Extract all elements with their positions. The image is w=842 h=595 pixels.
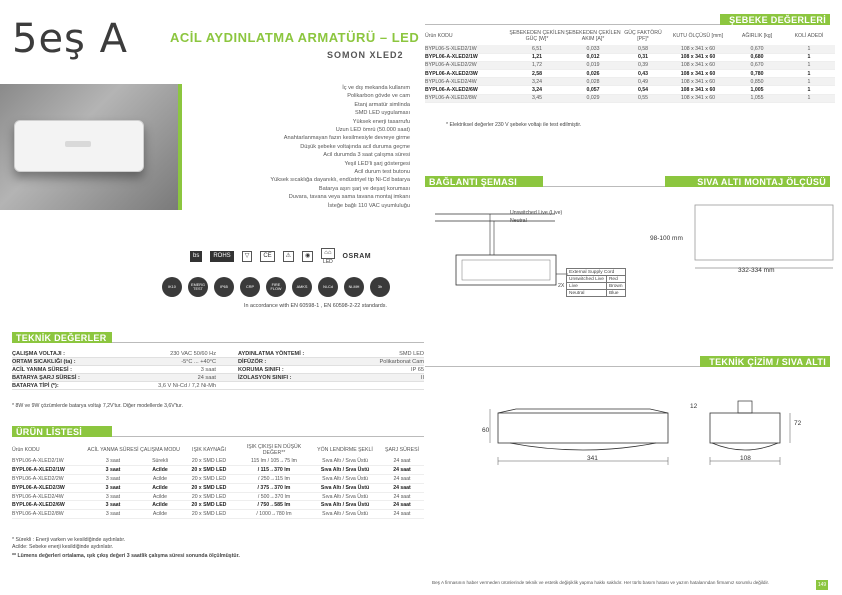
badge-row xyxy=(162,277,390,297)
feature-item: Acil durumda 3 saat çalışma süresi xyxy=(323,152,410,159)
sebeke-cell: 0,58 xyxy=(621,45,665,53)
teknik-cizim-divider xyxy=(425,366,700,367)
urun-cell: BYPL06-A-XLED2/1W xyxy=(12,457,86,466)
sebeke-col-header: AĞIRLIK [kg] xyxy=(741,33,773,39)
sebeke-cell: BYPL06-A-XLED2/1W xyxy=(425,53,509,61)
urun-header xyxy=(12,426,112,437)
page-title: ACİL AYDINLATMA ARMATÜRÜ – LED xyxy=(170,30,420,45)
sebeke-cell: 0,54 xyxy=(621,86,665,94)
led-cert-group xyxy=(321,248,334,265)
crp-badge-icon: CRP xyxy=(240,277,260,297)
wire-label-neutral: Neutral xyxy=(510,218,527,224)
wire-legend-cell: Live xyxy=(567,283,607,290)
sebeke-cell: 108 x 341 x 60 xyxy=(665,94,731,102)
urun-col-header: ACİL YANMA SÜRESİ xyxy=(87,447,139,453)
wire-legend-row xyxy=(567,276,626,283)
urun-cell: / 250→115 lm xyxy=(238,475,310,484)
sebeke-cell: 1,055 xyxy=(731,94,783,102)
urun-cell: 24 saat xyxy=(380,466,424,475)
teknik-key: AYDINLATMA YÖNTEMİ : xyxy=(238,350,305,357)
amks-badge-icon: AMKS xyxy=(292,277,312,297)
technical-drawing xyxy=(480,395,810,475)
urun-col-header: IŞIK ÇIKIŞI EN DÜŞÜK DEĞER** xyxy=(246,444,302,456)
urun-col-header: YÖN LENDİRME ŞEKLİ xyxy=(317,447,373,453)
wire-legend-title: External Supply Cord xyxy=(567,269,626,276)
sebeke-cell: 0,680 xyxy=(731,53,783,61)
sebeke-col-header: Ürün KODU xyxy=(425,33,453,39)
baglanti-title: BAĞLANTI ŞEMASI xyxy=(429,176,518,187)
sebeke-title: ŞEBEKE DEĞERLERİ xyxy=(729,14,826,25)
certification-row xyxy=(190,248,371,265)
sebeke-row xyxy=(425,94,835,102)
wire-legend-row xyxy=(567,283,626,290)
sebeke-col-header: ŞEBEKEDEN ÇEKİLEN AKIM [A]* xyxy=(565,30,621,42)
sebeke-cell: 108 x 341 x 60 xyxy=(665,45,731,53)
urun-table xyxy=(12,443,424,519)
teknik-value: 3 saat xyxy=(200,366,216,373)
urun-cell: Acilde xyxy=(140,510,180,519)
urun-cell: 20 x SMD LED xyxy=(180,501,238,510)
teknik-row xyxy=(12,382,424,390)
urun-cell: Acilde xyxy=(140,466,180,475)
teknik-cizim-header xyxy=(700,356,830,367)
sebeke-header xyxy=(720,14,830,25)
dim-width-108: 108 xyxy=(740,455,751,462)
product-photo xyxy=(0,84,178,210)
teknik-value: -5°C ... +40°C xyxy=(181,358,216,365)
urun-row xyxy=(12,492,424,501)
urun-cell: BYPL06-A-XLED2/8W xyxy=(12,510,86,519)
wire-legend-cell: Unswitched Live xyxy=(567,276,607,283)
urun-row xyxy=(12,466,424,475)
wire-label-live: Unswitched Live (Live) xyxy=(510,210,563,216)
urun-cell: 20 x SMD LED xyxy=(180,483,238,492)
sebeke-cell: 1 xyxy=(783,61,835,69)
sebeke-cell: 6,51 xyxy=(509,45,565,53)
sebeke-cell: 1,72 xyxy=(509,61,565,69)
wire-legend-cell: Blue xyxy=(606,290,625,297)
bs-cert-icon: bs xyxy=(190,251,202,262)
urun-col-header: Ürün KODU xyxy=(12,447,40,453)
sebeke-table xyxy=(425,30,835,103)
urun-cell: / 500→370 lm xyxy=(238,492,310,501)
teknik-value: 3,6 V Ni-Cd / 7,2 Ni-Mh xyxy=(158,382,216,389)
sebeke-cell: 0,670 xyxy=(731,61,783,69)
sebeke-col-header: KUTU ÖLÇÜSÜ [mm] xyxy=(672,33,724,39)
urun-cell: / 1000→780 lm xyxy=(238,510,310,519)
urun-row xyxy=(12,457,424,466)
teknik-key: İZOLASYON SINIFI : xyxy=(238,374,292,381)
feature-item: Düşük şebeke voltajında acil duruma geçme xyxy=(300,143,410,150)
teknik-table xyxy=(12,350,424,390)
wire-legend-cell: Brown xyxy=(606,283,625,290)
teknik-row xyxy=(12,374,424,382)
teknik-value: II xyxy=(420,374,424,381)
sebeke-cell: 3,45 xyxy=(509,94,565,102)
feature-item: Polikarbon gövde ve cam xyxy=(347,93,410,100)
siva-alti-olcu-header xyxy=(665,176,830,187)
cutout-width: 332-334 mm xyxy=(738,267,775,274)
cutout-height: 98-100 mm xyxy=(650,235,683,242)
sebeke-cell: 1,005 xyxy=(731,86,783,94)
sebeke-row xyxy=(425,78,835,86)
sebeke-cell: 108 x 341 x 60 xyxy=(665,86,731,94)
urun-cell: 3 saat xyxy=(86,475,140,484)
sebeke-cell: BYPL06-A-XLED2/6W xyxy=(425,86,509,94)
urun-cell: 24 saat xyxy=(380,483,424,492)
sebeke-cell: 0,012 xyxy=(565,53,621,61)
urun-cell: 24 saat xyxy=(380,510,424,519)
baglanti-header xyxy=(425,176,543,187)
teknik-value: 230 VAC 50/60 Hz xyxy=(170,350,216,357)
urun-cell: 3 saat xyxy=(86,492,140,501)
teknik-key: ÇALIŞMA VOLTAJI : xyxy=(12,350,66,357)
sebeke-cell: 0,39 xyxy=(621,61,665,69)
dim-height-60: 60 xyxy=(482,427,490,434)
urun-cell: Sürekli xyxy=(140,457,180,466)
sebeke-cell: BYPL06-S-XLED2/1W xyxy=(425,45,509,53)
standards-note: In accordance with EN 60598-1 , EN 60598-2-22 standards. xyxy=(244,303,387,309)
feature-item: Etanj armatür simlinda xyxy=(354,101,410,108)
nimh-badge-icon: Ni-MH xyxy=(344,277,364,297)
teknik-key: BATARYA ŞARJ SÜRESİ : xyxy=(12,374,80,381)
sebeke-cell: 1 xyxy=(783,45,835,53)
sebeke-cell: 0,850 xyxy=(731,78,783,86)
sebeke-cell: 0,057 xyxy=(565,86,621,94)
urun-row xyxy=(12,483,424,492)
product-subtitle: SOMON XLED2 xyxy=(327,50,404,60)
siva-alti-olcu-title: SIVA ALTI MONTAJ ÖLÇÜSÜ xyxy=(697,176,826,187)
urun-cell: 3 saat xyxy=(86,457,140,466)
feature-item: Yeşil LED'li şarj göstergesi xyxy=(344,160,410,167)
teknik-header xyxy=(12,332,112,343)
urun-cell: Acilde xyxy=(140,492,180,501)
urun-col-header: ÇALIŞMA MODU xyxy=(140,447,180,453)
urun-cell: 20 x SMD LED xyxy=(180,457,238,466)
teknik-key: ORTAM SICAKLIĞI (ta) : xyxy=(12,358,76,365)
teknik-value: 24 saat xyxy=(197,374,216,381)
feature-item: Yüksek sıcaklığa dayanıklı, endüstriyel tip Ni-Cd batarya xyxy=(270,177,410,184)
teknik-key: DİFÜZÖR : xyxy=(238,358,267,365)
teknik-divider xyxy=(112,342,424,343)
teknik-value: Polikarbonat Cam xyxy=(379,358,424,365)
sebeke-row xyxy=(425,61,835,69)
emergency-test-badge-icon: EMERG TEST xyxy=(188,277,208,297)
sebeke-row xyxy=(425,45,835,53)
urun-header-row xyxy=(12,443,424,457)
urun-cell: 24 saat xyxy=(380,475,424,484)
urun-cell: Sıva Altı / Sıva Üstü xyxy=(310,483,380,492)
urun-note-2: ** Lümens değerleri ortalama, ışık çıkış değeri 3 saatlik çalışma süresi sonunda ölçülmüştür. xyxy=(12,553,240,559)
footer-disclaimer: Beş A firmasının haber vermeden ürünlerinde teknik ve estetik değişiklik yapma hakkı saklıdır. Her türlü basım hatası ve yazım hatalarından firmamız sorumlu değildir. xyxy=(432,580,770,585)
dim-height-72: 72 xyxy=(794,420,802,427)
sebeke-cell: 1,21 xyxy=(509,53,565,61)
urun-divider xyxy=(112,436,424,437)
ip65-badge-icon: IP65 xyxy=(214,277,234,297)
urun-cell: Sıva Altı / Sıva Üstü xyxy=(310,475,380,484)
dim-length-341: 341 xyxy=(587,455,598,462)
sebeke-cell: 0,55 xyxy=(621,94,665,102)
sebeke-cell: 1 xyxy=(783,70,835,78)
urun-cell: Acilde xyxy=(140,483,180,492)
sebeke-cell: 0,026 xyxy=(565,70,621,78)
urun-cell: 3 saat xyxy=(86,510,140,519)
sebeke-cell: 0,780 xyxy=(731,70,783,78)
sebeke-cell: 0,033 xyxy=(565,45,621,53)
sebeke-header-row xyxy=(425,30,835,45)
teknik-key: ACİL YANMA SÜRESİ : xyxy=(12,366,72,373)
wire-side-label: 2X xyxy=(558,283,565,289)
sebeke-cell: BYPL06-A-XLED2/8W xyxy=(425,94,509,102)
sebeke-cell: BYPL06-A-XLED2/3W xyxy=(425,70,509,78)
sebeke-row xyxy=(425,86,835,94)
feature-item: Duvara, tavana veya sama tavana montaj imkanı xyxy=(288,194,410,201)
triangle-cert-icon: ▽ xyxy=(242,251,253,262)
led-label: LED xyxy=(323,259,333,265)
osram-logo: OSRAM xyxy=(342,253,372,260)
teknik-value: SMD LED xyxy=(399,350,424,357)
led-house-icon: ⌂⌂ xyxy=(321,248,334,259)
urun-cell: BYPL06-A-XLED2/2W xyxy=(12,475,86,484)
urun-cell: 3 saat xyxy=(86,466,140,475)
ce-cert-icon: CE xyxy=(260,251,274,262)
sebeke-col-header: ŞEBEKEDEN ÇEKİLEN GÜÇ [W]* xyxy=(509,30,565,42)
teknik-value: IP 65 xyxy=(411,366,424,373)
feature-item: Yüksek enerji tasarrufu xyxy=(352,118,410,125)
wire-legend-head xyxy=(567,269,626,276)
sebeke-row xyxy=(425,70,835,78)
rohs-cert-icon: ROHS xyxy=(210,251,233,262)
wire-legend-cell: Neutral xyxy=(567,290,607,297)
wire-legend-row xyxy=(567,290,626,297)
sebeke-cell: 108 x 341 x 60 xyxy=(665,53,731,61)
sebeke-cell: 3,24 xyxy=(509,78,565,86)
sebeke-note: * Elektriksel değerler 230 V şebeke voltajı ile test edilmiştir. xyxy=(446,122,582,128)
urun-cell: 3 saat xyxy=(86,501,140,510)
teknik-key: BATARYA TİPİ (*): xyxy=(12,382,59,389)
urun-cell: / 115→370 lm xyxy=(238,466,310,475)
teknik-key: KORUMA SINIFI : xyxy=(238,366,284,373)
sebeke-cell: 2,58 xyxy=(509,70,565,78)
teknik-title: TEKNİK DEĞERLER xyxy=(16,332,107,343)
teknik-row xyxy=(12,366,424,374)
nicd-badge-icon: Ni-Cd xyxy=(318,277,338,297)
urun-cell: / 375→370 lm xyxy=(238,483,310,492)
sebeke-cell: BYPL06-A-XLED2/4W xyxy=(425,78,509,86)
sebeke-cell: 108 x 341 x 60 xyxy=(665,61,731,69)
sebeke-cell: 1 xyxy=(783,78,835,86)
sebeke-cell: 1 xyxy=(783,53,835,61)
sebeke-cell: 3,24 xyxy=(509,86,565,94)
urun-col-header: IŞIK KAYNAĞI xyxy=(192,447,226,453)
urun-col-header: ŞARJ SÜRESİ xyxy=(384,447,419,453)
urun-cell: BYPL06-A-XLED2/6W xyxy=(12,501,86,510)
wire-legend-cell: Red xyxy=(606,276,625,283)
teknik-row xyxy=(12,350,424,358)
urun-cell: Sıva Altı / Sıva Üstü xyxy=(310,510,380,519)
urun-cell: Acilde xyxy=(140,475,180,484)
urun-row xyxy=(12,475,424,484)
urun-row xyxy=(12,501,424,510)
sebeke-cell: 0,028 xyxy=(565,78,621,86)
baglanti-divider xyxy=(543,186,665,187)
feature-item: SMD LED uygulaması xyxy=(354,110,410,117)
urun-cell: BYPL06-A-XLED2/1W xyxy=(12,466,86,475)
feature-list xyxy=(200,84,410,210)
fire-flow-badge-icon: FIRE FLOW xyxy=(266,277,286,297)
feature-item: Batarya aşırı şarj ve deşarj koruması xyxy=(318,185,410,192)
page-number: 149 xyxy=(817,582,827,588)
urun-cell: 24 saat xyxy=(380,457,424,466)
sebeke-cell: 108 x 341 x 60 xyxy=(665,78,731,86)
brand-logo: 5eş A xyxy=(12,16,128,62)
urun-cell: 3 saat xyxy=(86,483,140,492)
urun-cell: 24 saat xyxy=(380,492,424,501)
sebeke-cell: 108 x 341 x 60 xyxy=(665,70,731,78)
teknik-row xyxy=(12,358,424,366)
warning-cert-icon: ⚠ xyxy=(283,251,294,262)
sebeke-cell: 0,31 xyxy=(621,53,665,61)
wire-legend xyxy=(566,268,626,297)
sebeke-cell: 1 xyxy=(783,86,835,94)
sebeke-cell: 0,670 xyxy=(731,45,783,53)
urun-cell: 24 saat xyxy=(380,501,424,510)
sebeke-cell: BYPL06-A-XLED2/2W xyxy=(425,61,509,69)
urun-cell: BYPL06-A-XLED2/4W xyxy=(12,492,86,501)
urun-cell: Sıva Altı / Sıva Üstü xyxy=(310,501,380,510)
dim-12: 12 xyxy=(690,403,698,410)
urun-cell: BYPL06-A-XLED2/3W xyxy=(12,483,86,492)
sebeke-row xyxy=(425,53,835,61)
sebeke-divider xyxy=(425,24,720,25)
urun-cell: 20 x SMD LED xyxy=(180,492,238,501)
feature-item: Anahtarlanmayan fazın kesilmesiyle devreye girme xyxy=(283,135,410,142)
teknik-note: * 8W ve 9W çözümlerde batarya voltajı 7,2V'tur. Diğer modellerde 3,6V'tur. xyxy=(12,403,183,409)
feature-item: Uzun LED ömrü (50.000 saat) xyxy=(335,127,410,134)
feature-item: Acil durum test butonu xyxy=(354,169,410,176)
urun-cell: Sıva Altı / Sıva Üstü xyxy=(310,466,380,475)
sebeke-cell: 0,029 xyxy=(565,94,621,102)
3h-badge-icon: 3h xyxy=(370,277,390,297)
urun-cell: 20 x SMD LED xyxy=(180,466,238,475)
urun-cell: 20 x SMD LED xyxy=(180,475,238,484)
photo-accent-bar xyxy=(178,84,182,210)
feature-item: İç ve dış mekanda kullanım xyxy=(342,85,410,91)
sebeke-cell: 0,019 xyxy=(565,61,621,69)
sebeke-col-header: GÜÇ FAKTÖRÜ [PF]* xyxy=(624,30,662,42)
urun-cell: 115 lm / 105→75 lm xyxy=(238,457,310,466)
urun-note-1b: Acilde: Sebeke enerji kesildiğinde aydınlatır. xyxy=(12,544,114,550)
urun-cell: Acilde xyxy=(140,501,180,510)
urun-cell: / 750→585 lm xyxy=(238,501,310,510)
urun-cell: Sıva Altı / Sıva Üstü xyxy=(310,492,380,501)
target-cert-icon: ◉ xyxy=(302,251,313,262)
sebeke-cell: 1 xyxy=(783,94,835,102)
feature-item: İsteğe bağlı 110 VAC uyumluluğu xyxy=(327,202,410,209)
urun-cell: 20 x SMD LED xyxy=(180,510,238,519)
sebeke-cell: 0,49 xyxy=(621,78,665,86)
urun-title: ÜRÜN LİSTESİ xyxy=(16,426,83,437)
urun-note-1: * Sürekli : Enerji varken ve kesildiğinde aydınlatır. xyxy=(12,537,126,543)
ik10-badge-icon: IK10 xyxy=(162,277,182,297)
teknik-cizim-title: TEKNİK ÇİZİM / SIVA ALTI xyxy=(709,356,826,367)
sebeke-col-header: KOLİ ADEDİ xyxy=(794,33,824,39)
sebeke-cell: 0,43 xyxy=(621,70,665,78)
urun-cell: Sıva Altı / Sıva Üstü xyxy=(310,457,380,466)
urun-row xyxy=(12,510,424,519)
